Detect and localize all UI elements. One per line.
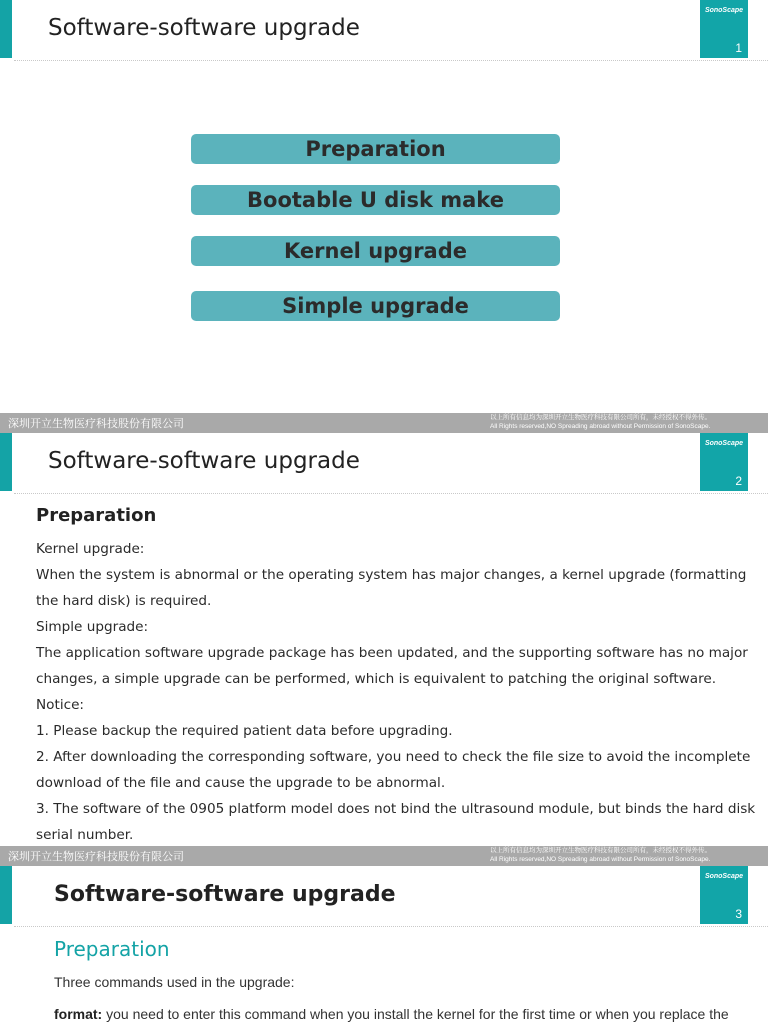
footer-company: 深圳开立生物医疗科技股份有限公司 [8, 850, 184, 863]
intro-text: Three commands used in the upgrade: [54, 974, 295, 990]
paragraph: 3. The software of the 0905 platform model does not bind the ultrasound module, but binds the hard disk serial number. [36, 801, 756, 843]
page-badge [700, 433, 748, 491]
sonoscape-logo: SonoScape [704, 7, 744, 14]
menu-button-bootable-u-disk[interactable]: Bootable U disk make [191, 185, 560, 215]
sonoscape-logo: SonoScape [704, 440, 744, 447]
title-divider [14, 493, 768, 494]
section-body [36, 536, 768, 846]
title-divider [14, 926, 768, 927]
paragraph: The application software upgrade package has been updated, and the supporting software has no major changes, a simple upgrade can be performed, which is equivalent to patching the original software. [36, 645, 748, 687]
paragraph: When the system is abnormal or the operating system has major changes, a kernel upgrade (formatting the hard disk) is required. [36, 567, 747, 609]
section-heading: Preparation [36, 505, 157, 526]
footer-copyright-en: All Rights reserved,NO Spreading abroad without Permission of SonoScape. [490, 856, 711, 863]
footer-copyright [490, 846, 711, 864]
slide-1 [0, 0, 768, 413]
slide-2 [0, 433, 768, 846]
page-number: 1 [735, 41, 742, 55]
slide-accent-bar [0, 0, 12, 58]
menu-button-preparation[interactable]: Preparation [191, 134, 560, 164]
paragraph: 2. After downloading the corresponding software, you need to check the file size to avoid the incomplete download of the file and cause the upgrade to be abnormal. [36, 749, 751, 791]
slide-accent-bar [0, 866, 12, 924]
menu-button-kernel-upgrade[interactable]: Kernel upgrade [191, 236, 560, 266]
page-badge [700, 866, 748, 924]
slide-footer [0, 413, 768, 433]
slide-footer [0, 846, 768, 866]
slide-accent-bar [0, 433, 12, 491]
footer-copyright-en: All Rights reserved,NO Spreading abroad without Permission of SonoScape. [490, 423, 711, 430]
slide-3 [0, 866, 768, 1024]
title-divider [14, 60, 768, 61]
page-number: 3 [735, 907, 742, 921]
footer-copyright [490, 413, 711, 431]
slide-title: Software-software upgrade [54, 882, 396, 907]
paragraph: Notice: [36, 697, 85, 713]
paragraph: Simple upgrade: [36, 619, 149, 635]
command-term: format: [54, 1006, 103, 1022]
command-description: you need to enter this command when you install the kernel for the first time or when you replace the [102, 1006, 729, 1022]
section-heading: Preparation [54, 937, 170, 961]
footer-company: 深圳开立生物医疗科技股份有限公司 [8, 417, 184, 430]
command-line [54, 1006, 729, 1022]
slide-title: Software-software upgrade [48, 448, 360, 474]
page-badge [700, 0, 748, 58]
slide-title: Software-software upgrade [48, 15, 360, 41]
menu-button-simple-upgrade[interactable]: Simple upgrade [191, 291, 560, 321]
page-number: 2 [735, 474, 742, 488]
sonoscape-logo: SonoScape [704, 873, 744, 880]
footer-copyright-cn: 以上所有信息均为深圳开立生物医疗科技有限公司所有，未经授权不得外传。 [490, 847, 711, 854]
paragraph: Kernel upgrade: [36, 541, 145, 557]
footer-copyright-cn: 以上所有信息均为深圳开立生物医疗科技有限公司所有，未经授权不得外传。 [490, 414, 711, 421]
paragraph: 1. Please backup the required patient data before upgrading. [36, 723, 453, 739]
